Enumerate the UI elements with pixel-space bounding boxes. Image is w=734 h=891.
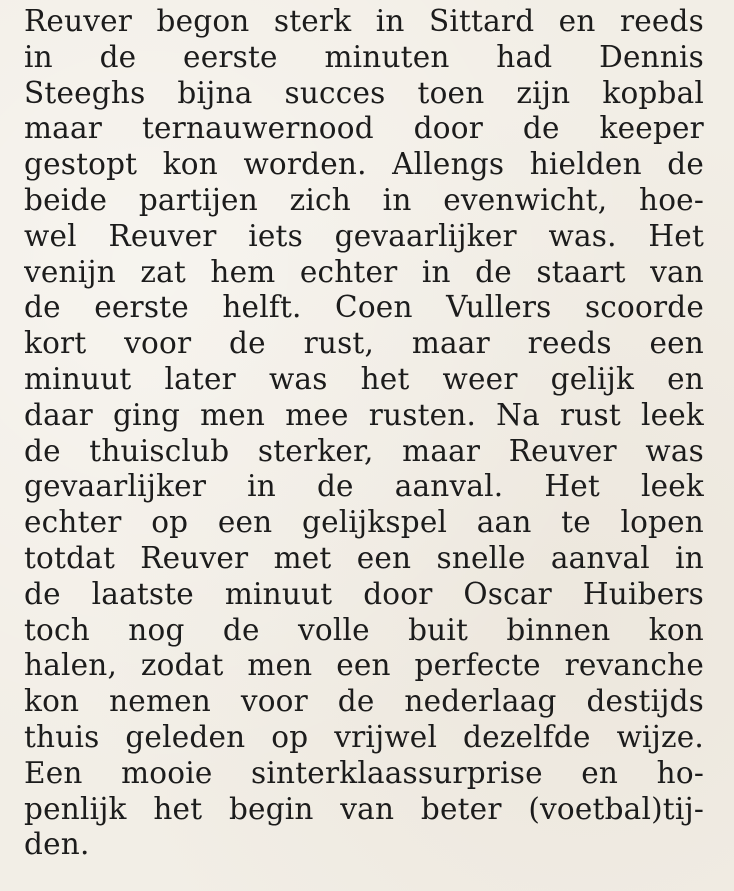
text-line: maar ternauwernood door de keeper <box>24 111 704 146</box>
text-line: penlijk het begin van beter (voetbal)tij- <box>24 791 704 826</box>
text-line: in de eerste minuten had Dennis <box>24 39 704 74</box>
text-line: de laatste minuut door Oscar Huibers <box>24 576 704 611</box>
text-line: Reuver begon sterk in Sittard en reeds <box>24 4 704 38</box>
text-line: Steeghs bijna succes toen zijn kopbal <box>24 75 704 110</box>
text-line: halen, zodat men een perfecte revanche <box>24 648 704 683</box>
text-line: kon nemen voor de nederlaag destijds <box>24 684 704 719</box>
text-line: minuut later was het weer gelijk en <box>24 361 704 396</box>
text-line: venijn zat hem echter in de staart van <box>24 254 704 289</box>
text-line: de thuisclub sterker, maar Reuver was <box>24 433 704 468</box>
text-line: totdat Reuver met een snelle aanval in <box>24 540 704 575</box>
text-line: de eerste helft. Coen Vullers scoorde <box>24 290 704 325</box>
text-line: wel Reuver iets gevaarlijker was. Het <box>24 218 704 253</box>
text-line: gestopt kon worden. Allengs hielden de <box>24 147 704 182</box>
article-body <box>24 4 704 863</box>
text-line: echter op een gelijkspel aan te lopen <box>24 505 704 540</box>
text-line: den. <box>24 827 90 862</box>
text-line: thuis geleden op vrijwel dezelfde wijze. <box>24 719 704 754</box>
text-line: kort voor de rust, maar reeds een <box>24 326 704 361</box>
text-line: daar ging men mee rusten. Na rust leek <box>24 397 704 432</box>
text-line: Een mooie sinterklaassurprise en ho- <box>24 755 704 790</box>
text-line: toch nog de volle buit binnen kon <box>24 612 704 647</box>
text-line: gevaarlijker in de aanval. Het leek <box>24 469 704 504</box>
text-line: beide partijen zich in evenwicht, hoe- <box>24 182 704 217</box>
